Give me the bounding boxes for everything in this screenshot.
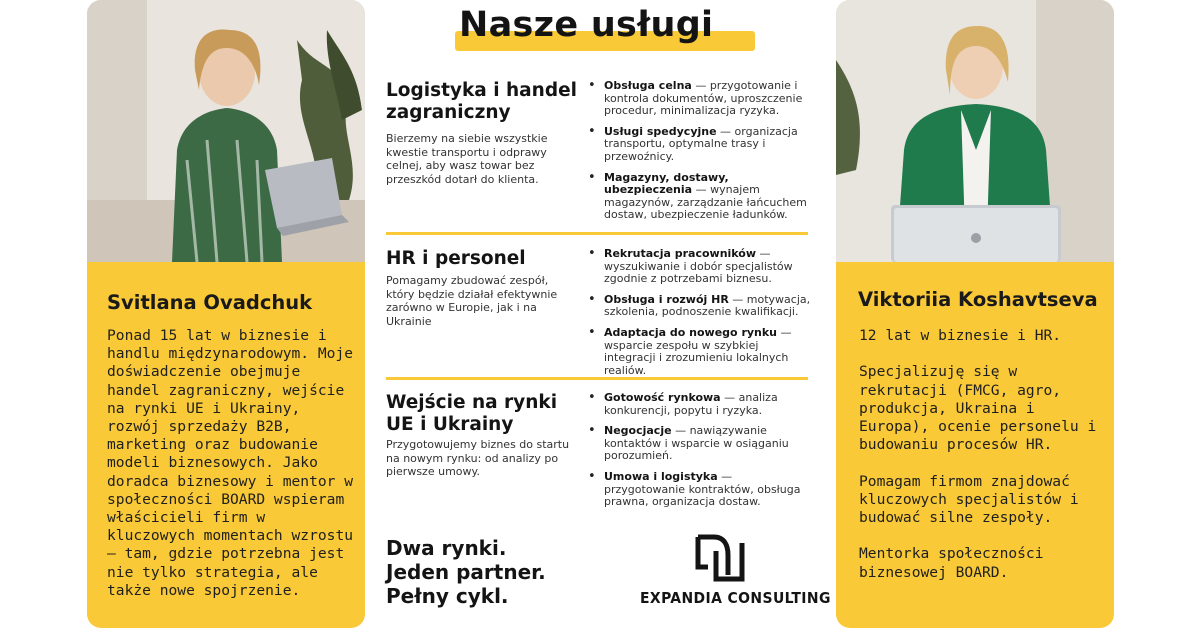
section-description: Bierzemy na siebie wszystkie kwestie transportu i odprawy celnej, aby wasz towar bez przeszkód dotarł do klienta. [386,132,548,186]
section-bullets [588,80,813,230]
section-title: HR i personel [386,248,526,269]
bullet-bold: Rekrutacja pracowników [604,247,757,260]
tagline-line-3: Pełny cykl. [386,584,509,608]
section-title: Wejście na rynki UE i Ukrainy [386,392,558,435]
bullet-item [588,392,813,417]
bullet-text: — przygotowanie kontraktów, obsługa prawna, organizacja dostaw. [604,469,801,509]
bullet-bold: Negocjacje [604,424,672,438]
section-bullets [588,248,813,385]
bullet-text: — nawiązywanie kontaktów i wsparcie w osiąganiu porozumień. [604,424,789,463]
bullet-bold: Umowa i logistyka [604,469,718,483]
bullet-item [588,80,813,118]
bullet-text: — wyszukiwanie i dobór specjalistów zgodnie z potrzebami biznesu. [604,247,793,286]
brand-logo-icon [694,533,746,583]
bullet-item [588,126,813,164]
bullet-item [588,294,813,319]
bullet-item [588,248,813,286]
bullet-text: — wynajem magazynów, zarządzanie łańcuchem dostaw, ubezpieczenie ładunków. [604,183,807,222]
right-bio-paragraph-2: Specjalizuję się w rekrutacji (FMCG, agro, produkcja, Ukraina i Europa), ocenie personelu i budowaniu procesów HR. [859,363,1097,454]
bullet-bold: Usługi spedycyjne [604,124,717,138]
section-divider [386,377,808,380]
bullet-item [588,327,813,377]
right-bio-paragraph-1: 12 lat w biznesie i HR. [859,327,1062,344]
tagline [386,536,546,608]
section-description: Pomagamy zbudować zespół, który będzie działał efektywnie zarówno w Europie, jak i na Ukrainie [386,274,558,328]
left-person-bio-text: Ponad 15 lat w biznesie i handlu międzynarodowym. Moje doświadczenie obejmuje handel zagraniczny, wejście na rynki UE i Ukrainy, rozwój sprzedaży B2B, marketing oraz budowanie modeli biznesowych. Jako doradca biznesowy i mentor w społeczności BOARD wspieram właścicieli firm w kluczowych momentach wzrostu — tam, gdzie potrzebna jest nie tylko strategia, ale także nowe spojrzenie. [107,327,354,599]
right-person-name: Viktoriia Koshavtseva [858,288,1098,311]
right-person-photo [836,0,1114,262]
bullet-text: — wsparcie zespołu w szybkiej integracji i zrozumieniu lokalnych realiów. [604,325,792,377]
section-divider [386,232,808,235]
bullet-bold: Gotowość rynkowa [604,391,721,404]
bullet-item [588,172,813,222]
tagline-line-1: Dwa rynki. [386,536,507,560]
left-person-card [87,0,365,628]
section-description: Przygotowujemy biznes do startu na nowym rynku: od analizy po pierwsze umowy. [386,438,570,478]
bullet-bold: Magazyny, dostawy, ubezpieczenia [604,170,729,197]
bullet-item [588,425,813,463]
bullet-bold: Adaptacja do nowego rynku [604,325,778,339]
bullet-bold: Obsługa celna [604,79,692,92]
bullet-text: — motywacja, szkolenia, podnoszenie kwalifikacji. [604,292,811,319]
left-photo-illustration [87,0,365,262]
left-person-photo [87,0,365,262]
left-person-name: Svitlana Ovadchuk [107,291,313,314]
right-bio-paragraph-4: Mentorka społeczności biznesowej BOARD. [859,545,1044,581]
bullet-text: — przygotowanie i kontrola dokumentów, uproszczenie procedur, minimalizacja ryzyka. [604,79,803,118]
page-title: Nasze usługi [459,5,714,45]
bullet-text: — organizacja transportu, optymalne trasy i przewoźnicy. [604,124,798,163]
right-person-card [836,0,1114,628]
section-title: Logistyka i handel zagraniczny [386,80,577,123]
left-person-bio [107,327,359,600]
brand-name: EXPANDIA CONSULTING [640,589,831,607]
bullet-item [588,471,813,509]
section-bullets [588,392,813,517]
tagline-line-2: Jeden partner. [386,560,546,584]
page-title-block [455,4,755,48]
bullet-text: — analiza konkurencji, popytu i ryzyka. [604,391,778,417]
right-person-bio [859,327,1111,600]
right-bio-paragraph-3: Pomagam firmom znajdować kluczowych specjalistów i budować silne zespoły. [859,472,1079,526]
bullet-bold: Obsługa i rozwój HR [604,292,729,306]
right-photo-illustration [836,0,1114,262]
